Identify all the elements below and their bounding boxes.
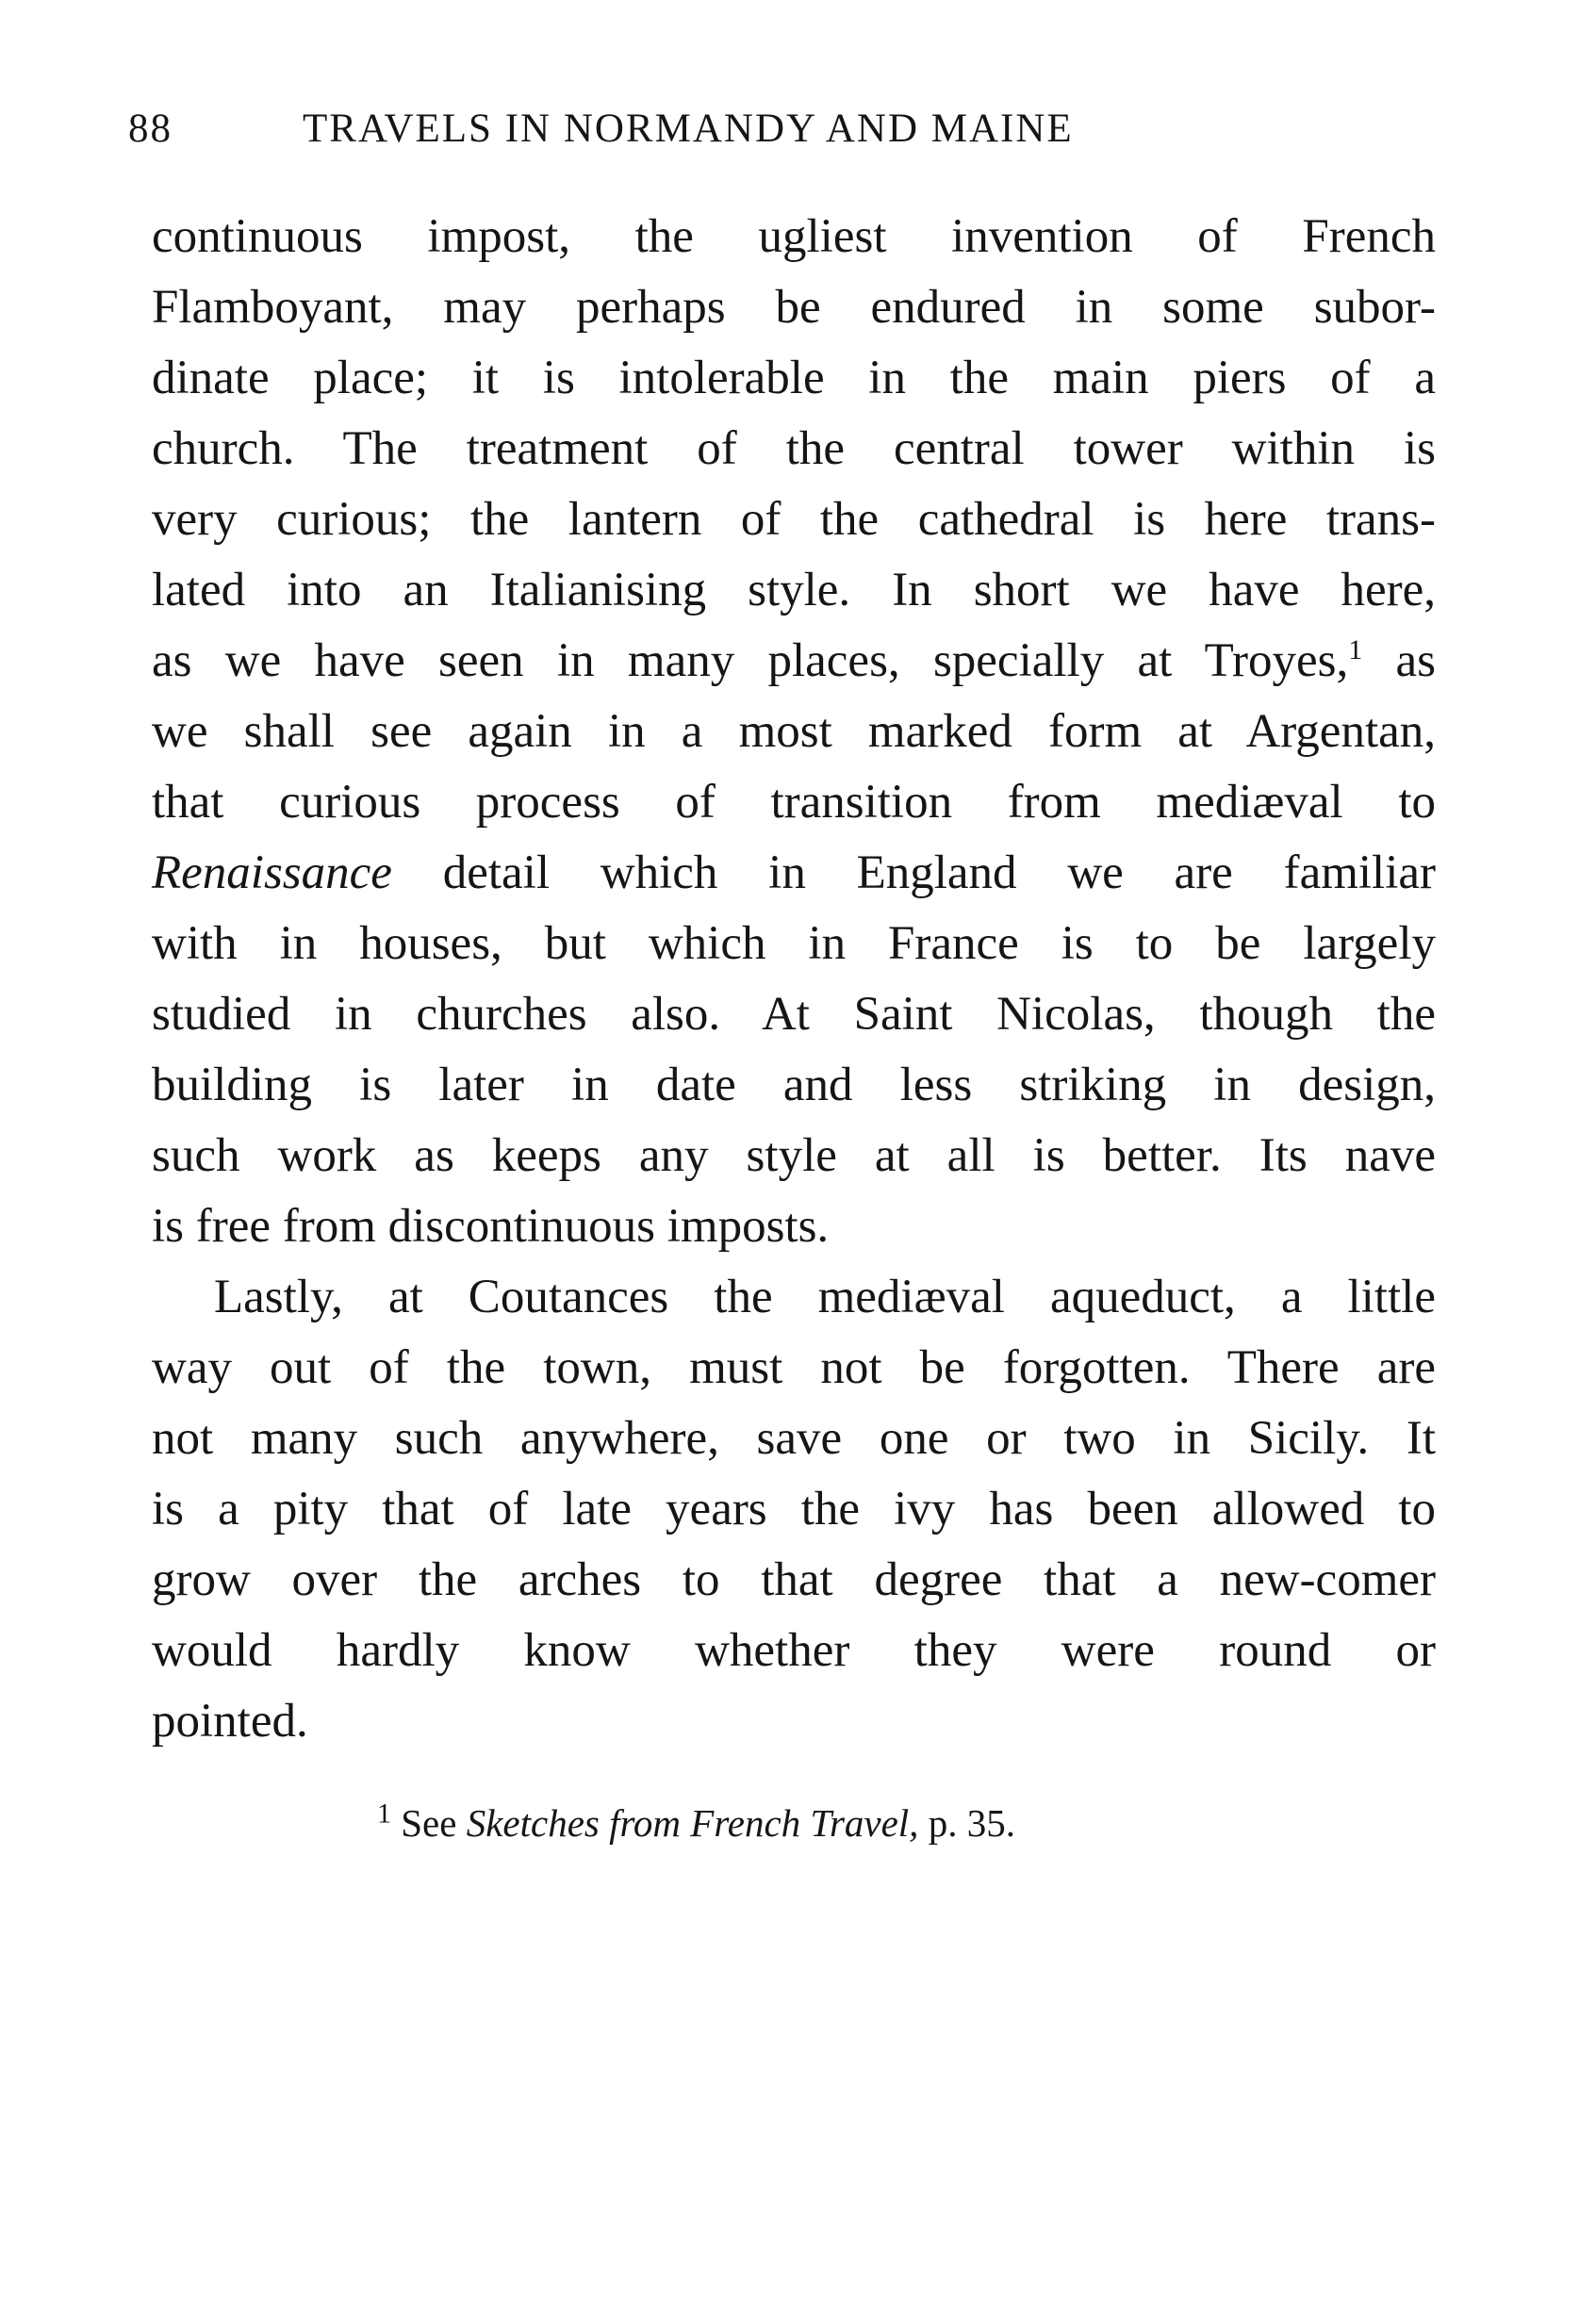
- footnote-title: Sketches from French Travel,: [466, 1801, 919, 1845]
- text-line: [152, 1262, 1436, 1333]
- text-line: [152, 626, 1436, 697]
- text-line: [152, 484, 1436, 555]
- italic-term: Renaissance: [152, 846, 392, 899]
- text-line: [152, 1333, 1436, 1404]
- line-text: that curious process of transition from mediæval to: [152, 776, 1436, 829]
- text-line: [152, 1545, 1436, 1616]
- line-text: with in houses, but which in France is to be largely: [152, 917, 1436, 970]
- footnote-marker: 1: [377, 1798, 391, 1830]
- text-line: [152, 555, 1436, 626]
- line-text: not many such anywhere, save one or two in Sicily. It: [152, 1412, 1436, 1465]
- line-text: is a pity that of late years the ivy has been allowed to: [152, 1483, 1436, 1535]
- running-title: TRAVELS IN NORMANDY AND MAINE: [303, 107, 1074, 151]
- line-text: would hardly know whether they were round or: [152, 1624, 1436, 1677]
- line-text: building is later in date and less striking in design,: [152, 1059, 1436, 1111]
- text-line: [152, 1050, 1436, 1121]
- text-line: [152, 1616, 1436, 1686]
- text-line: [152, 1191, 1436, 1262]
- line-text: detail which in England we are familiar: [391, 846, 1436, 899]
- line-text: way out of the town, must not be forgotten. There are: [152, 1341, 1436, 1394]
- line-text: Flamboyant, may perhaps be endured in some subor-: [152, 281, 1436, 334]
- text-line: [152, 697, 1436, 767]
- line-text: such work as keeps any style at all is better. Its nave: [152, 1129, 1436, 1182]
- text-line: [152, 1121, 1436, 1191]
- line-text: grow over the arches to that degree that a new-comer: [152, 1553, 1436, 1606]
- line-text: very curious; the lantern of the cathedral is here trans-: [152, 493, 1436, 546]
- text-line: [152, 767, 1436, 838]
- line-text: pointed.: [152, 1695, 308, 1748]
- footnote-text: See: [391, 1801, 467, 1845]
- text-line: [152, 979, 1436, 1050]
- text-line: [152, 1474, 1436, 1545]
- body-text: [152, 202, 1436, 1757]
- text-line: [152, 1686, 1436, 1757]
- text-line: [152, 838, 1436, 909]
- text-line: [152, 272, 1436, 343]
- text-line: [152, 343, 1436, 414]
- footnote-text: p. 35.: [918, 1801, 1015, 1845]
- text-line: [152, 1404, 1436, 1474]
- text-line: [152, 414, 1436, 484]
- line-text: we shall see again in a most marked form at Argentan,: [152, 705, 1436, 758]
- line-text: Lastly, at Coutances the mediæval aqueduct, a little: [214, 1271, 1436, 1323]
- footnote: [377, 1800, 1015, 1846]
- running-header: [128, 106, 1283, 162]
- line-text: studied in churches also. At Saint Nicolas, though the: [152, 988, 1436, 1041]
- page-number: 88: [128, 107, 173, 151]
- line-text: as we have seen in many places, specially at Troyes,: [152, 634, 1349, 687]
- footnote-reference: 1: [1348, 634, 1363, 665]
- line-text: lated into an Italianising style. In short we have here,: [152, 564, 1436, 616]
- line-text: is free from discontinuous imposts.: [152, 1200, 830, 1253]
- line-text: church. The treatment of the central tower within is: [152, 422, 1436, 475]
- line-text: dinate place; it is intolerable in the main piers of a: [152, 352, 1436, 404]
- line-text: continuous impost, the ugliest invention of French: [152, 210, 1436, 263]
- text-line: [152, 202, 1436, 272]
- line-text: as: [1362, 634, 1437, 687]
- text-line: [152, 909, 1436, 979]
